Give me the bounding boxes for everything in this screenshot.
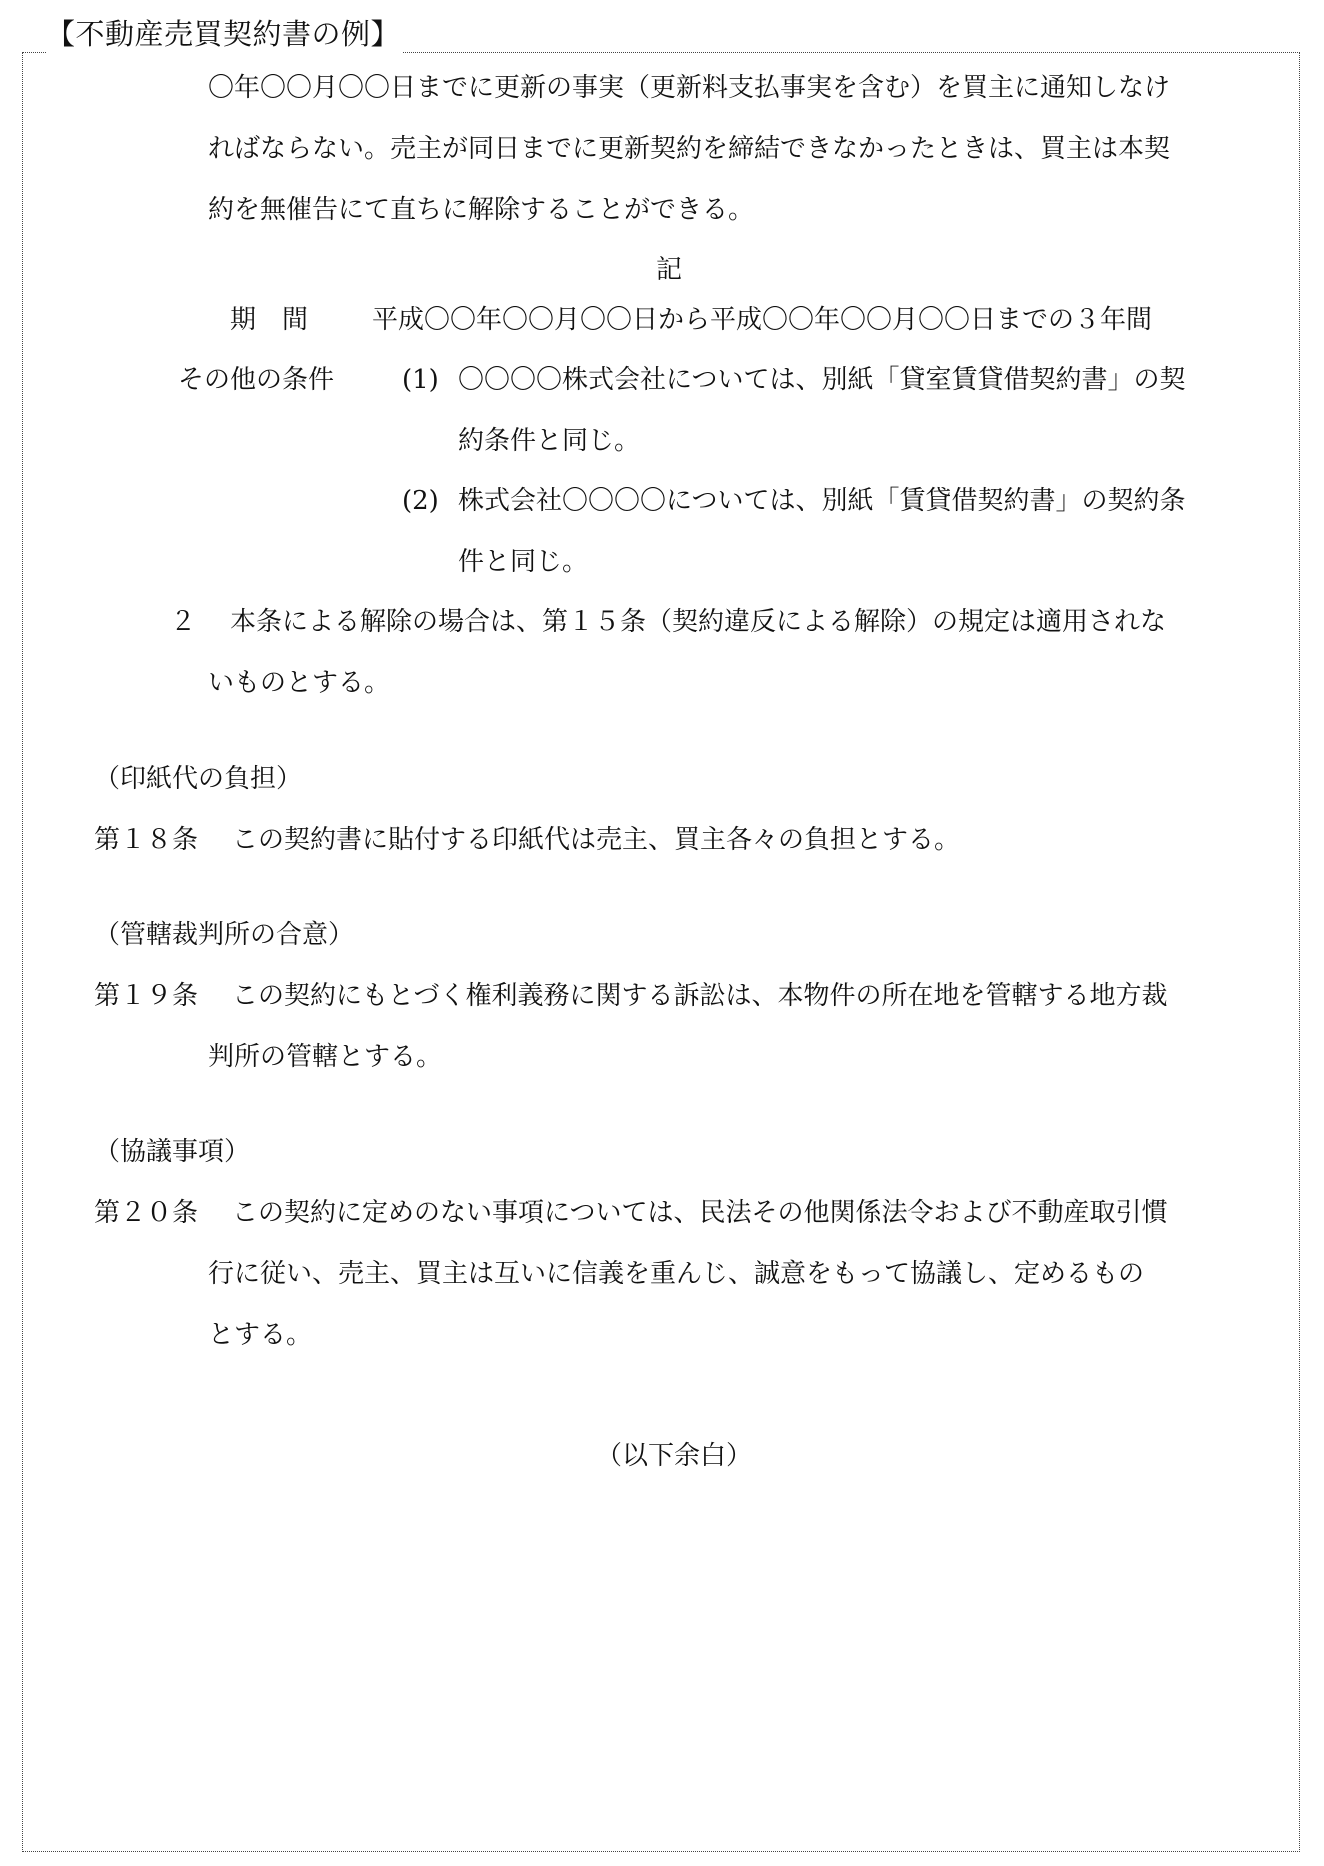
condition-1-line-1: 〇〇〇〇株式会社については、別紙「貸室賃貸借契約書」の契 — [458, 365, 1186, 395]
other-conditions-label: その他の条件 — [178, 365, 335, 395]
article-20-line-3: とする。 — [208, 1320, 313, 1350]
end-note: （以下余白） — [596, 1441, 753, 1471]
article-18-number: 第１８条 — [94, 825, 199, 855]
condition-2-line-2: 件と同じ。 — [458, 547, 589, 577]
condition-2-number: (2) — [402, 486, 439, 516]
article-20-line-1: この契約に定めのない事項については、民法その他関係法令および不動産取引慣 — [232, 1198, 1168, 1228]
paragraph-2-line-2: いものとする。 — [208, 668, 391, 698]
condition-2-line-1: 株式会社〇〇〇〇については、別紙「賃貸借契約書」の契約条 — [458, 486, 1186, 516]
article-19-line-2: 判所の管轄とする。 — [208, 1042, 443, 1072]
paragraph-2-number: ２ — [170, 607, 197, 637]
ki-marker: 記 — [656, 255, 683, 285]
article-20-number: 第２０条 — [94, 1198, 199, 1228]
article-19-caption: （管轄裁判所の合意） — [94, 920, 355, 950]
document-heading: 【不動産売買契約書の例】 — [46, 14, 402, 54]
article-20-line-2: 行に従い、売主、買主は互いに信義を重んじ、誠意をもって協議し、定めるもの — [208, 1259, 1145, 1289]
period-label: 期 間 — [230, 305, 309, 335]
continuation-line-3: 約を無催告にて直ちに解除することができる。 — [208, 195, 755, 225]
period-value: 平成〇〇年〇〇月〇〇日から平成〇〇年〇〇月〇〇日までの３年間 — [372, 305, 1153, 335]
paragraph-2-line-1: 本条による解除の場合は、第１５条（契約違反による解除）の規定は適用されな — [230, 607, 1167, 637]
article-18-caption: （印紙代の負担） — [94, 764, 303, 794]
condition-1-number: (1) — [402, 365, 439, 395]
article-19-line-1: この契約にもとづく権利義務に関する訴訟は、本物件の所在地を管轄する地方裁 — [232, 981, 1168, 1011]
continuation-line-2: ればならない。売主が同日までに更新契約を締結できなかったときは、買主は本契 — [208, 134, 1171, 164]
article-18-line-1: この契約書に貼付する印紙代は売主、買主各々の負担とする。 — [232, 825, 961, 855]
article-20-caption: （協議事項） — [94, 1137, 251, 1167]
article-19-number: 第１９条 — [94, 981, 199, 1011]
continuation-line-1: 〇年〇〇月〇〇日までに更新の事実（更新料支払事実を含む）を買主に通知しなけ — [208, 73, 1171, 103]
condition-1-line-2: 約条件と同じ。 — [458, 426, 641, 456]
